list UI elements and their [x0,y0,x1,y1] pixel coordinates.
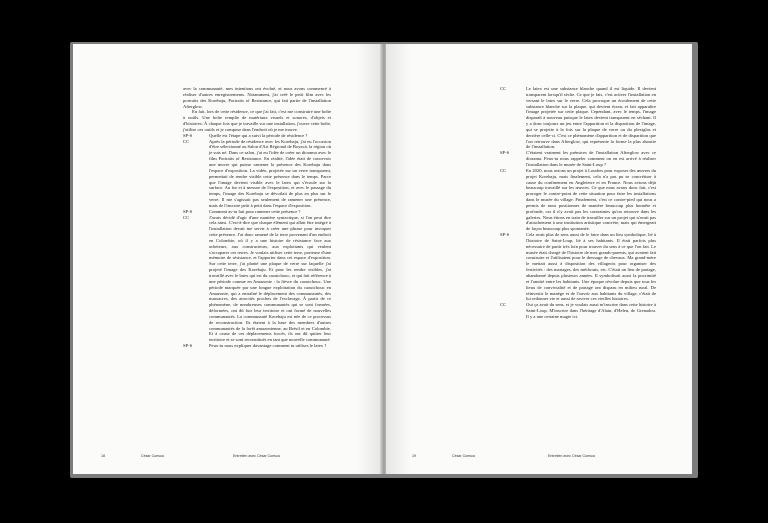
turn-text: Cela avait plus de sens aussi de le faire dans un lieu symbolique, lié à l'histoire de Saint-Loup, lié à ses habitants. Il était parfois plus nécessaire de partir très loin pour trouver du sens à ce que l'on fait. Le musée était chargé de l'histoire de mes grands-parents, qui avaient fait construire et l'utilisaient pour le dressage de chevaux. Ma grand-mère le mettait aussi à disposition des villageois pour organiser des festivités : des mariages, des méchouis, etc. C'était un lieu de partage, abandonné depuis plusieurs années. Il symbolisait aussi la proximité et l'amitié entre les habitants. Une époque révolue depuis que tous les lieux de convivialité et de partage ont disparu en milieu rural. De réinvestir le manège et de l'ouvrir aux habitants du village, c'était de lui redonner vie et aussi de raviver ces vieilles histoires. [526,232,656,302]
dialogue-turn [500,86,656,150]
running-author: César Cuesca [452,454,475,458]
page-number: 18 [101,454,105,458]
running-title: Entretien avec César Cuesca [548,454,595,458]
dialogue-turn [183,215,331,344]
speaker-label: CC [500,86,507,91]
dialogue-turn [183,139,331,209]
speaker-label: SP-S [500,150,510,156]
left-page [73,44,382,474]
speaker-label: CC [500,302,507,308]
turn-text: Oui ça avait du sens, et je voulais aussi m'inscrire dans cette histoire à Saint-Loup. M'inscrire dans l'héritage d'Alain, d'Helen, de Grenadou. Il y a une certaine magie ici. [526,302,656,319]
turn-text: C'étaient vraiment les prémices de l'installation Afterglow avec ce diorama. Peux-tu nous rappeler comment on en est arrivé à réaliser l'installation dans le musée de Saint-Loup ? [526,150,656,167]
dialogue-turn [500,168,656,232]
speaker-label: SP-S [183,132,193,138]
speaker-label: SP-S [500,232,510,238]
open-book [70,42,698,478]
turn-text: Après la période de résidence avec les Korebaju, j'ai eu l'occasion d'être sélectionné au Salon d'Art Régional de Boyacá, la région où je suis né. Dans ce salon, j'ai eu l'idée de créer un diorama avec le film Portraits of Resistance. En réalité, l'idée était de concevoir une œuvre qui puisse ramener la présence des Korebaju dans l'espace d'exposition. La vidéo, projetée sur un verre transparent, permettait de rendre visible cette présence dans le temps. Parce que l'image devient visible avec le latex qui s'écoule sur la surface. Au fur et à mesure de l'exposition, et avec le passage du temps, l'image des Korebaju se dévoilait de plus en plus sur le verre. Il me s'agissait pas seulement de ramener une présence, mais de l'inscrire petit à petit dans l'espace d'exposition. [209,138,331,208]
right-text-column [500,86,656,320]
dialogue-turn [183,343,331,349]
paragraph: En fait, lors de cette résidence, ce que j'ai fait, c'est me construire une boîte à outils. Une boîte remplie de matériaux visuels et sonores, d'objets et d'histoires. À chaque fois que je travaille sur une installation, j'ouvre cette boîte, j'utilise ces outils et je compose dans l'endroit où je me trouve. [183,109,331,132]
running-title: Entretien avec César Cuesca [233,454,280,458]
turn-text: J'avais décidé d'agir d'une manière syntactique, si l'on peut dire cela ainsi. C'est-à-dire que chaque élément qui allait être intégré à l'installation devait me servir à créer une phrase pour invoquer cette présence. J'ai donc ramené de la terre provenant d'un endroit en Colombie, où il y a une histoire de résistance face aux acheteurs, aux constructeurs, aux exploitants qui veulent s'accaparer ces terres. Je voulais utiliser cette terre, porteuse d'une mémoire de résistance, et l'apporter dans cet espace d'exposition. Sur cette terre, j'ai planté une plaque de verre sur laquelle j'ai projeté l'image des Korebaju. Et pour les rendre visibles, j'ai travaillé avec le latex qui est du caoutchouc, et qui fait référence à une période connue en Amazonie : la fièvre du caoutchouc. Une période marquée par une longue exploitation du caoutchouc en Amazonie, qui a entraîné le déplacement des communautés, des massacres, des atrocités proches de l'esclavage. À partir de ce phénomène, de nombreuses communautés qui se sont formées, déformées, ont dû fuir leur territoire et ont formé de nouvelles communautés. La communauté Korebaju est née de ce processus de reconstruction. Ils étaient à la base des membres d'autres communautés de la forêt amazonienne, au Brésil et en Colombie. Et à cause de ces déplacements forcés, ils ont dû quitter leur territoire et se sont reconstitués en tant que nouvelle communauté. [209,214,331,343]
speaker-label: CC [500,167,507,173]
turn-text: Peux-tu nous expliquer davantage comment tu utilises le latex ? [209,343,327,349]
turn-text: Le latex est une substance blanche quand il est liquide. Il devient transparent lorsqu'il sèche. Ce que je fais, c'est activer l'installation en versant le latex sur le verre. Cela provoque un écoulement de cette substance blanche sur la plaque, qui devient écran, et fait apparaître l'image projetée sur cette plaque. Cependant, avec le temps, l'image disparaît à nouveau puisque le latex devient transparent en séchant. Il y a donc toujours un jeu entre l'apparition et la disparition de l'image, qui se projette à la fois sur la plaque de verre ou du plexiglas et derrière celle-ci. C'est ce phénomène d'apparition et de disparition que l'on retrouve dans Afterglow, qui représente la forme la plus aboutie de l'installation. [526,86,656,150]
left-text-column [183,86,331,349]
dialogue-turn [500,150,656,168]
dialogue-turn [500,232,656,302]
speaker-label: SP-S [183,208,193,214]
turn-text: En 2020, nous avions un projet à Loudres pour exposer des œuvres du projet Korebaju, mais finalement, cela n'a pas pu se concrétiser à cause du confinement en Angleterre et en France. Nous avions déjà beaucoup travaillé sur les œuvres. Ce que nous avons donc fait, c'est proroger le contre-point de cette situation pour faire les installations dans le musée du village. Finalement, c'est ce contre-pied qui nous a permis de nous positionner de manière beaucoup plus honnête et profonde, car il n'y avait pas les contraintes qu'on retrouve dans les galeries. Nous étions en train de travailler sur un projet qui n'avait pas d'attachement à une institution artistique concrète, mais qui émergeait de façon beaucoup plus spontanée. [526,167,656,232]
dialogue-turn [500,302,656,320]
turn-text: Comment as-tu fait pour ramener cette présence ? [209,208,301,214]
turn-text: Quelle est l'étape qui a suivi la période de résidence ? [209,132,308,138]
right-page [386,44,692,474]
running-author: César Cuesca [141,454,164,458]
paragraph: avec la communauté, mes intentions ont évolué, et nous avons commencé à réaliser d'autres enregistrements. Notamment, j'ai créé le petit film avec les portraits des Korebaju, Portraits of Resistance, qui fait partie de l'installation Afterglow. [183,86,331,109]
speaker-label: CC [183,214,190,220]
page-number: 19 [412,454,416,458]
speaker-label: SP-S [183,343,193,349]
speaker-label: CC [183,138,190,144]
